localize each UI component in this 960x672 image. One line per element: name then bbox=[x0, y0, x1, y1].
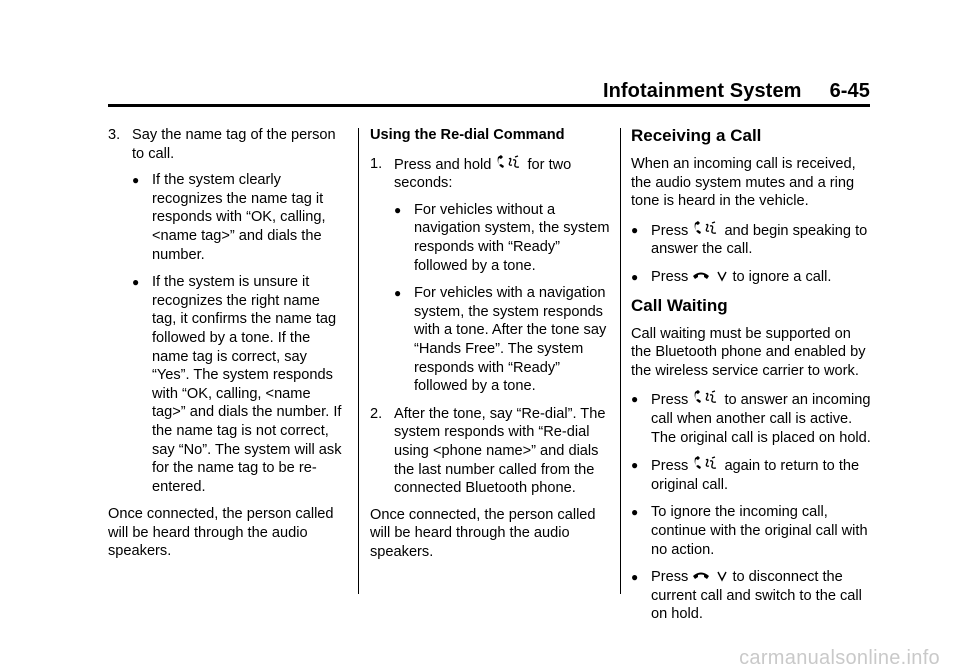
paragraph: Call waiting must be supported on the Bluetooth phone and enabled by the wireless service carrier to work. bbox=[631, 325, 866, 379]
list-item-text bbox=[651, 390, 871, 447]
text-part: Press bbox=[651, 392, 689, 409]
push-to-talk-phone-icon bbox=[692, 390, 720, 406]
text-part: to disconnect the current call and switch to the call on hold. bbox=[651, 569, 862, 623]
bullet-icon: ● bbox=[631, 392, 639, 407]
numbered-step bbox=[370, 405, 610, 498]
push-to-talk-phone-icon bbox=[692, 221, 720, 237]
bullet-icon: ● bbox=[132, 173, 140, 188]
list-item bbox=[631, 456, 871, 494]
step-number: 2. bbox=[370, 405, 383, 422]
list-item bbox=[631, 503, 871, 559]
list-item bbox=[631, 568, 871, 624]
list-item bbox=[394, 201, 610, 275]
header-rule bbox=[108, 104, 870, 107]
bullet-icon: ● bbox=[631, 505, 639, 520]
list-item bbox=[631, 390, 871, 447]
column-2 bbox=[370, 126, 610, 571]
list-item bbox=[631, 268, 871, 287]
paragraph: Once connected, the person called will be heard through the audio speakers. bbox=[370, 506, 596, 560]
column-1 bbox=[108, 126, 348, 571]
end-call-mute-icon bbox=[692, 269, 728, 283]
list-item-text bbox=[651, 568, 871, 624]
bullet-icon: ● bbox=[631, 269, 639, 284]
text-part: to ignore a call. bbox=[732, 268, 832, 285]
text-part: and begin speaking to answer the call. bbox=[651, 222, 868, 258]
column-divider bbox=[358, 128, 359, 594]
section-title: Infotainment System bbox=[602, 80, 802, 102]
section-heading: Receiving a Call bbox=[631, 126, 762, 145]
numbered-step bbox=[370, 155, 610, 193]
section-heading: Call Waiting bbox=[631, 295, 728, 315]
push-to-talk-phone-icon bbox=[692, 456, 720, 472]
step-number: 1. bbox=[370, 155, 383, 172]
column-3 bbox=[631, 126, 871, 633]
list-item-text: For vehicles without a navigation system, the system responds with “Ready” followed by a tone. bbox=[414, 201, 610, 274]
list-item-text bbox=[651, 268, 871, 287]
list-item-text bbox=[651, 221, 871, 259]
step-text-part: Press and hold bbox=[394, 156, 492, 173]
list-item-text: If the system is unsure it recognizes the right name tag, it confirms the name tag followed by a tone. If the name tag is correct, say “Yes”. The system responds with “OK, calling, <name tag>” and dials the number. If the name tag is not correct, say “No”. The system will ask for the name tag to be re-entered. bbox=[152, 274, 342, 495]
text-part: Press bbox=[651, 569, 689, 586]
step-text-part: for two seconds: bbox=[394, 156, 572, 192]
text-part: to answer an incoming call when another call is active. The original call is placed on hold. bbox=[651, 392, 871, 446]
bullet-icon: ● bbox=[394, 286, 402, 301]
watermark: carmanualsonline.info bbox=[739, 647, 940, 669]
push-to-talk-phone-icon bbox=[495, 155, 523, 171]
list-item bbox=[394, 284, 610, 396]
list-item-text: If the system clearly recognizes the name tag it responds with “OK, calling, <name tag>” and dials the number. bbox=[152, 172, 326, 263]
bullet-icon: ● bbox=[631, 458, 639, 473]
page-header bbox=[108, 80, 870, 104]
end-call-mute-icon bbox=[692, 569, 728, 583]
bullet-icon: ● bbox=[394, 202, 402, 217]
step-text bbox=[394, 155, 610, 193]
text-part: Press bbox=[651, 458, 689, 475]
page-number: 6-45 bbox=[829, 80, 870, 102]
step-text: Say the name tag of the person to call. bbox=[132, 127, 336, 162]
list-item bbox=[132, 171, 348, 264]
list-item-text bbox=[651, 456, 871, 494]
text-part: again to return to the original call. bbox=[651, 458, 860, 493]
text-part: Press bbox=[651, 222, 689, 239]
list-item bbox=[132, 273, 348, 496]
step-number: 3. bbox=[108, 127, 121, 143]
bullet-icon: ● bbox=[132, 275, 140, 290]
step-text: After the tone, say “Re-dial”. The system responds with “Re-dial using <phone name>” and dials the last number called from the connected Bluetooth phone. bbox=[394, 405, 606, 497]
bullet-icon: ● bbox=[631, 570, 639, 585]
paragraph: When an incoming call is received, the audio system mutes and a ring tone is heard in the vehicle. bbox=[631, 156, 856, 210]
numbered-step bbox=[108, 126, 348, 163]
list-item-text: To ignore the incoming call, continue with the original call with no action. bbox=[651, 504, 868, 558]
subheading: Using the Re-dial Command bbox=[370, 127, 565, 143]
text-part: Press bbox=[651, 268, 689, 285]
column-divider bbox=[620, 128, 621, 594]
list-item bbox=[631, 221, 871, 259]
paragraph: Once connected, the person called will be heard through the audio speakers. bbox=[108, 506, 334, 560]
bullet-icon: ● bbox=[631, 222, 639, 237]
list-item-text: For vehicles with a navigation system, the system responds with a tone. After the tone say “Hands Free”. The system responds with “Ready” followed by a tone. bbox=[414, 285, 607, 395]
